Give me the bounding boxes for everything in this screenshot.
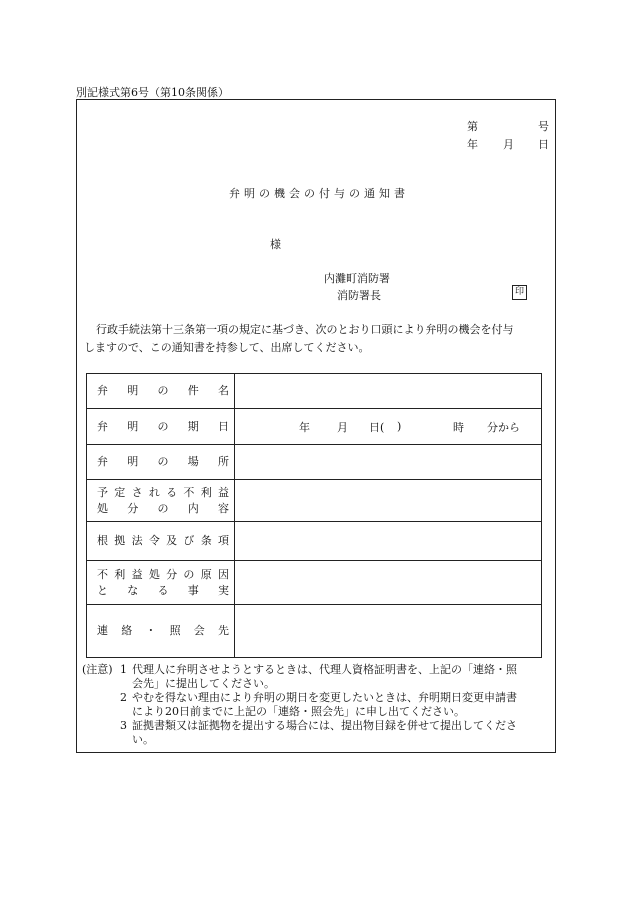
- issuer-organization: 内灘町消防署: [324, 272, 390, 285]
- label-text: となる事実: [97, 583, 229, 597]
- row-value-legal-basis: [235, 522, 542, 561]
- body-text-line-2: しますので、この通知書を持参して、出席してください。: [84, 341, 370, 354]
- notes-section: [82, 663, 548, 747]
- row-value-disposition: [235, 480, 542, 522]
- issuer-position: 消防署長: [337, 289, 381, 302]
- table-row: [87, 480, 542, 522]
- note-item-1: [82, 663, 548, 691]
- table-row: [87, 374, 542, 409]
- number-prefix: 第: [467, 120, 478, 133]
- row-value-date: [235, 409, 542, 445]
- note-number: 1: [120, 663, 127, 676]
- note-number: 2: [120, 691, 127, 704]
- table-row: [87, 561, 542, 605]
- date-month: 月: [503, 138, 514, 151]
- row-label-contact: [87, 605, 235, 658]
- period-hour: 時: [453, 420, 464, 434]
- date-day: 日: [538, 138, 549, 151]
- period-year: 年: [299, 420, 310, 434]
- note-text-line: 証拠書類又は証拠物を提出する場合には、提出物目録を併せて提出してくださ: [132, 719, 517, 732]
- label-text: 弁明の場所: [97, 455, 229, 468]
- notes-heading: (注意): [82, 663, 113, 676]
- label-text: 弁明の件名: [97, 384, 229, 397]
- note-text-line: 代理人に弁明させようとするときは、代理人資格証明書を、上記の「連絡・照: [132, 663, 517, 676]
- label-text: 不利益処分の原因: [97, 567, 229, 581]
- row-value-contact: [235, 605, 542, 658]
- note-item-3: [82, 719, 548, 747]
- period-month: 月: [337, 420, 348, 434]
- body-text-line-1: 行政手続法第十三条第一項の規定に基づき、次のとおり口頭により弁明の機会を付与: [96, 323, 514, 336]
- note-text-line: い。: [132, 733, 154, 746]
- document-title: 弁明の機会の付与の通知書: [229, 187, 409, 200]
- row-label-cause: [87, 561, 235, 605]
- row-label-place: [87, 445, 235, 480]
- note-text-line: 会先」に提出してください。: [132, 677, 275, 690]
- period-minute: 分から: [487, 420, 520, 434]
- period-fields: [235, 409, 541, 444]
- period-weekday-close: ): [397, 420, 402, 433]
- seal-mark: 印: [512, 285, 527, 300]
- row-value-place: [235, 445, 542, 480]
- number-suffix: 号: [538, 120, 549, 133]
- date-year: 年: [467, 138, 478, 151]
- row-label-date: [87, 409, 235, 445]
- label-text: 処分の内容: [97, 501, 229, 515]
- addressee-suffix: 様: [270, 238, 281, 251]
- label-text: 連絡・照会先: [97, 624, 229, 637]
- label-text: 弁明の期日: [97, 419, 229, 433]
- notice-table: [86, 373, 542, 658]
- table-row: [87, 445, 542, 480]
- label-text: 予定される不利益: [97, 485, 229, 499]
- period-day: 日(: [369, 420, 385, 434]
- table-row: [87, 522, 542, 561]
- label-text: 根拠法令及び条項: [97, 534, 229, 547]
- form-code: 別記様式第6号（第10条関係）: [76, 86, 229, 99]
- row-label-legal-basis: [87, 522, 235, 561]
- row-label-subject: [87, 374, 235, 409]
- table-row: [87, 409, 542, 445]
- row-label-disposition: [87, 480, 235, 522]
- note-text-line: やむを得ない理由により弁明の期日を変更したいときは、弁明期日変更申請書: [132, 691, 517, 704]
- note-item-2: [82, 691, 548, 719]
- note-number: 3: [120, 719, 127, 732]
- row-value-subject: [235, 374, 542, 409]
- note-text-line: により20日前までに上記の「連絡・照会先」に申し出てください。: [132, 705, 465, 718]
- table-row: [87, 605, 542, 658]
- row-value-cause: [235, 561, 542, 605]
